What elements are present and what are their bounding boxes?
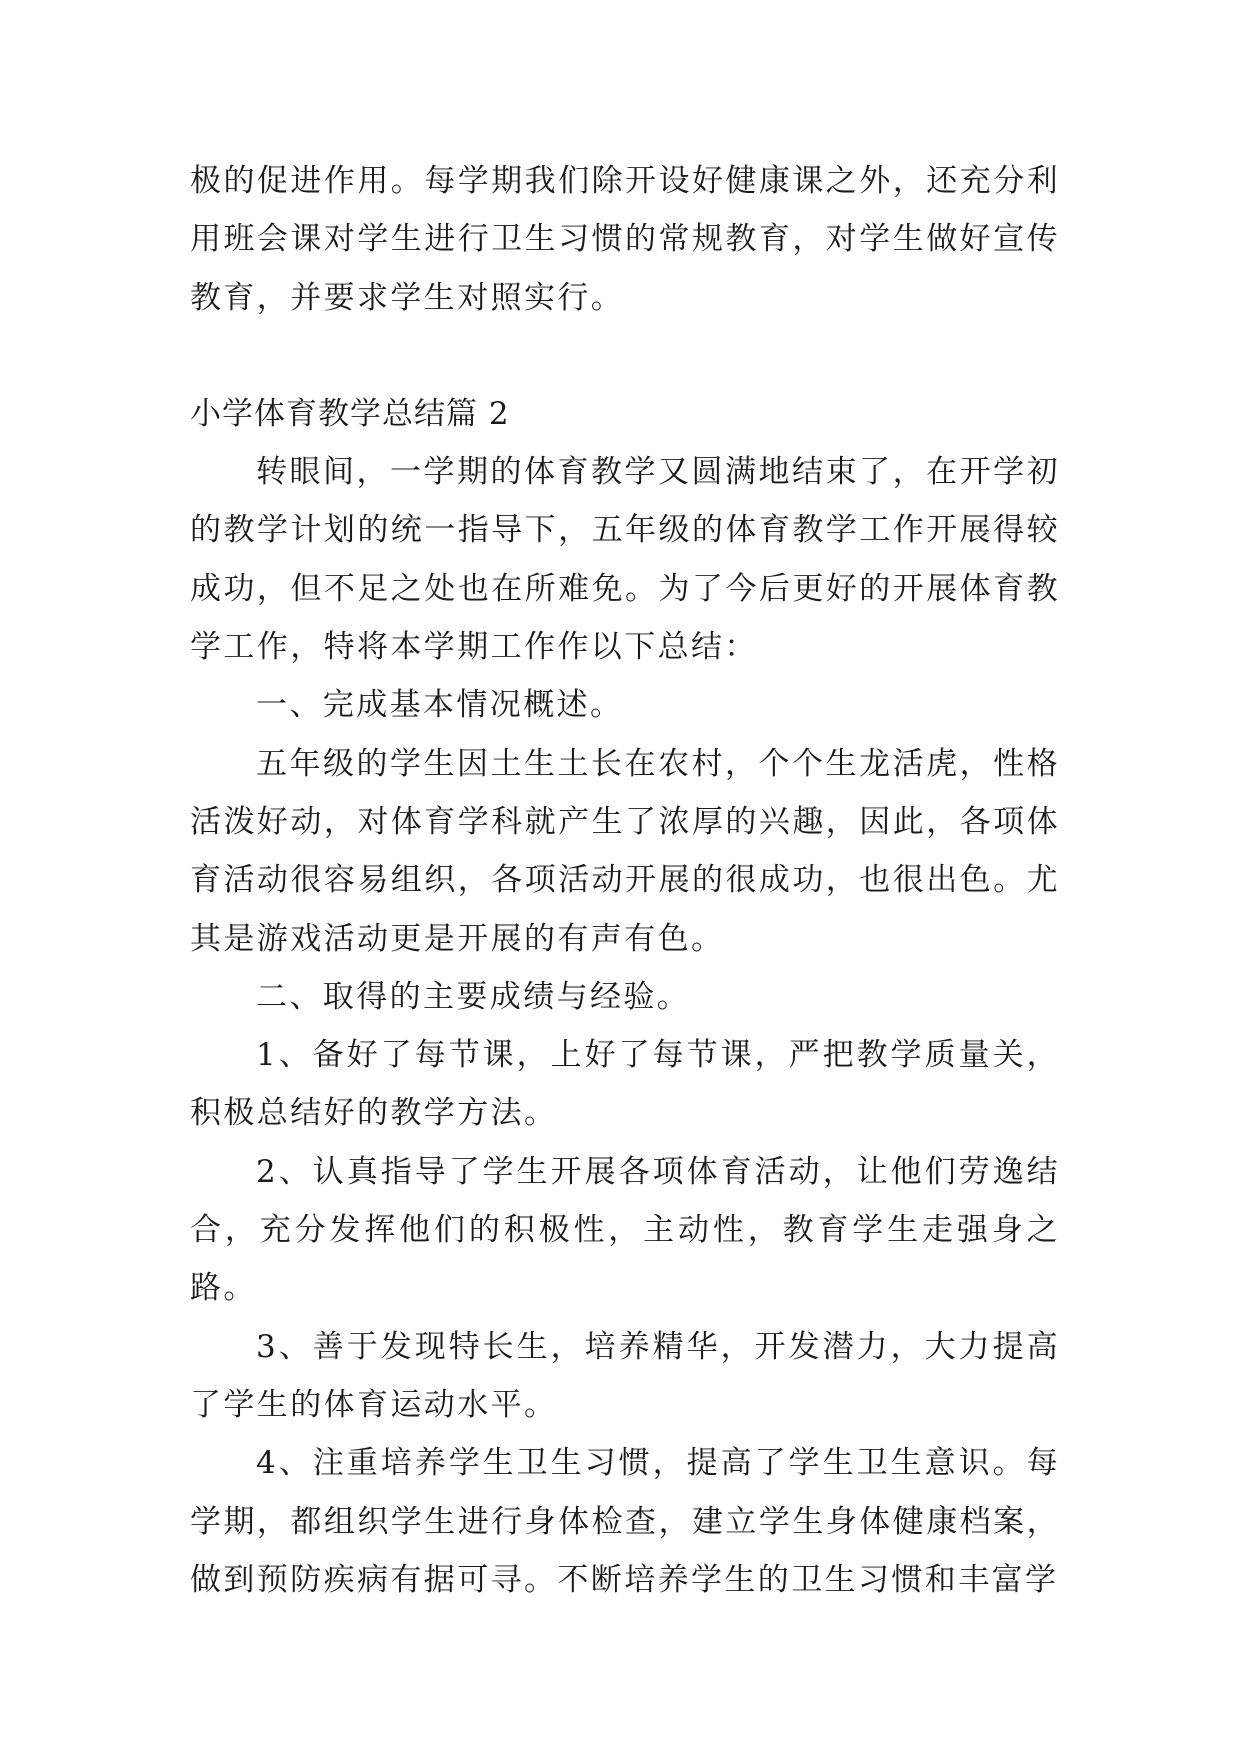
list-item-2: 2、认真指导了学生开展各项体育活动，让他们劳逸结合，充分发挥他们的积极性，主动性，教育学生走强身之路。 (190, 1153, 1060, 1307)
heading-achievements: 二、取得的主要成绩与经验。 (256, 978, 691, 1015)
document-body (190, 152, 1060, 1609)
list-item-3: 3、善于发现特长生，培养精华，开发潜力，大力提高了学生的体育运动水平。 (190, 1328, 1060, 1423)
paragraph-overview: 五年级的学生因土生土长在农村，个个生龙活虎，性格活泼好动，对体育学科就产生了浓厚的兴趣，因此，各项体育活动很容易组织，各项活动开展的很成功，也很出色。尤其是游戏活动更是开展的有声有色。 (190, 745, 1060, 957)
intro-paragraph: 极的促进作用。每学期我们除开设好健康课之外，还充分利用班会课对学生进行卫生习惯的常规教育，对学生做好宣传教育，并要求学生对照实行。 (190, 163, 1060, 316)
paragraph-opening: 转眼间，一学期的体育教学又圆满地结束了，在开学初的教学计划的统一指导下，五年级的体育教学工作开展得较成功，但不足之处也在所难免。为了今后更好的开展体育教学工作，特将本学期工作作以下总结： (190, 454, 1060, 666)
list-item-1: 1、备好了每节课，上好了每节课，严把教学质量关，积极总结好的教学方法。 (190, 1037, 1060, 1132)
list-item-4: 4、注重培养学生卫生习惯，提高了学生卫生意识。每学期，都组织学生进行身体检查，建立学生身体健康档案，做到预防疾病有据可寻。不断培养学生的卫生习惯和丰富学 (190, 1445, 1060, 1598)
heading-overview: 一、完成基本情况概述。 (256, 687, 624, 724)
section-title: 小学体育教学总结篇 2 (190, 395, 510, 432)
